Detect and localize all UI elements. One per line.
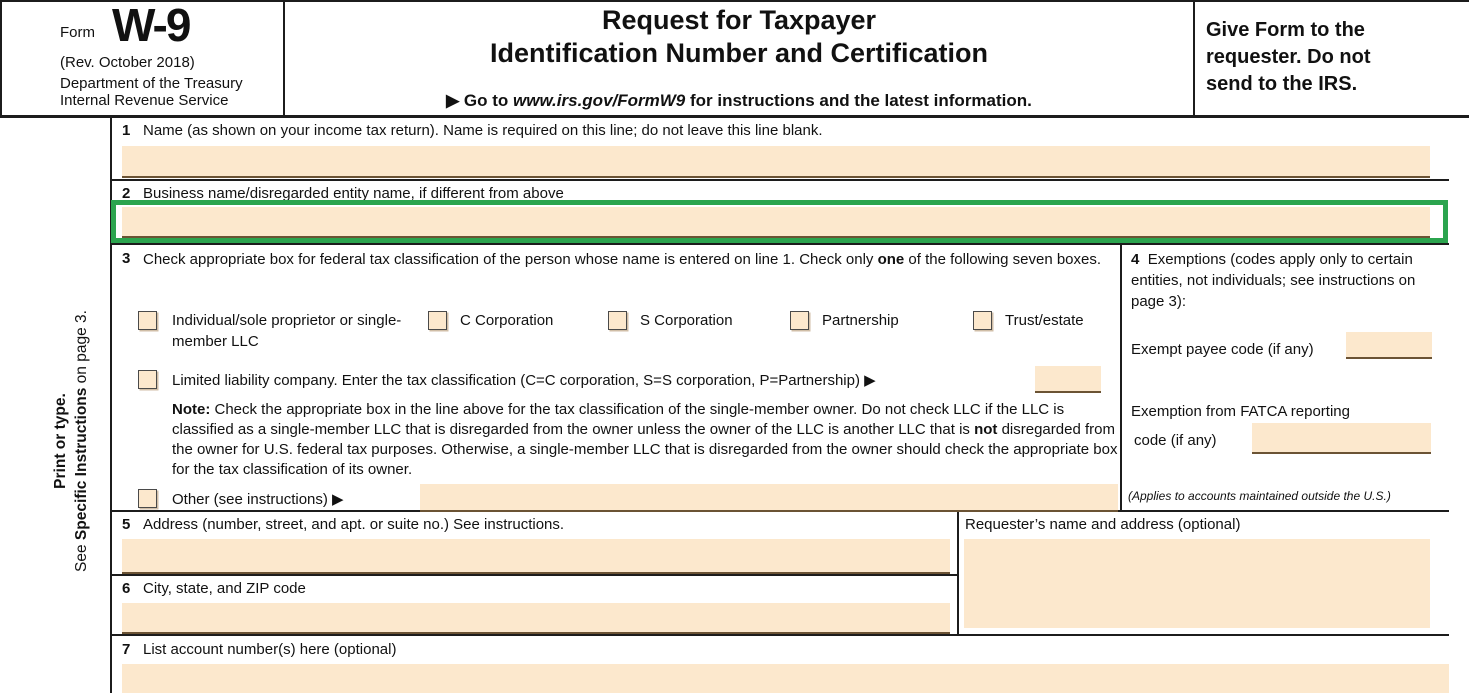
- line3-label: Check appropriate box for federal tax classification of the person whose name is entered on line 1. Check only one of the following seven boxes.: [143, 251, 1102, 268]
- line6-number: 6: [122, 580, 131, 597]
- line5-label: Address (number, street, and apt. or suite no.) See instructions.: [143, 516, 565, 533]
- line7-number: 7: [122, 641, 131, 658]
- exempt-payee-label: Exempt payee code (if any): [1131, 341, 1314, 358]
- line4-label: 4 Exemptions (codes apply only to certain entities, not individuals; see instructions on page 3):: [1131, 251, 1416, 310]
- checkbox-individual-label: Individual/sole proprietor or single-member LLC: [172, 312, 402, 350]
- applies-note: (Applies to accounts maintained outside the U.S.): [1128, 489, 1391, 503]
- checkbox-s-corporation-label: S Corporation: [640, 312, 733, 329]
- line6-label: City, state, and ZIP code: [143, 580, 306, 597]
- exempt-payee-input[interactable]: [1346, 332, 1432, 359]
- goto-suffix: for instructions and the latest information.: [685, 91, 1032, 110]
- form-revision: (Rev. October 2018): [60, 54, 195, 71]
- checkbox-partnership[interactable]: [790, 311, 809, 330]
- row1-divider: [110, 179, 1449, 181]
- checkbox-llc[interactable]: [138, 370, 157, 389]
- page-top-border: [0, 0, 1469, 2]
- line5-number: 5: [122, 516, 131, 533]
- service-label: Internal Revenue Service: [60, 92, 229, 109]
- header-left-border: [0, 0, 2, 118]
- requester-label: Requester’s name and address (optional): [965, 516, 1241, 533]
- goto-url: www.irs.gov/FormW9: [513, 91, 686, 110]
- fatca-code-input[interactable]: [1252, 423, 1431, 454]
- form-title-line1: Request for Taxpayer: [601, 5, 877, 35]
- row2-divider: [110, 243, 1449, 245]
- line2-label: Business name/disregarded entity name, if different from above: [143, 185, 564, 202]
- form-title-line2: Identification Number and Certification: [489, 38, 989, 68]
- form-word: Form: [60, 24, 95, 41]
- give-form-notice: Give Form to the requester. Do not send to the IRS.: [1206, 19, 1371, 95]
- account-numbers-input[interactable]: [122, 664, 1449, 693]
- checkbox-trust-estate-label: Trust/estate: [1005, 312, 1084, 329]
- sidebar-line1: Print or type.: [52, 393, 69, 489]
- header-divider-2: [1193, 0, 1195, 118]
- department-label: Department of the Treasury: [60, 75, 243, 92]
- form-number: W-9: [112, 0, 190, 51]
- checkbox-c-corporation[interactable]: [428, 311, 447, 330]
- line2-number: 2: [122, 185, 131, 202]
- checkbox-trust-estate[interactable]: [973, 311, 992, 330]
- line7-label: List account number(s) here (optional): [143, 641, 397, 658]
- checkbox-s-corporation[interactable]: [608, 311, 627, 330]
- goto-instruction: [285, 91, 1193, 111]
- checkbox-individual[interactable]: [138, 311, 157, 330]
- line1-number: 1: [122, 122, 131, 139]
- section3-4-divider: [1120, 245, 1122, 512]
- row6-divider: [110, 634, 1449, 636]
- address-input[interactable]: [122, 539, 950, 574]
- line1-label: Name (as shown on your income tax return). Name is required on this line; do not leave this line blank.: [143, 122, 823, 139]
- row5-divider: [110, 574, 959, 576]
- header-bottom-border: [0, 115, 1469, 118]
- llc-note: Note: Check the appropriate box in the line above for the tax classification of the single-member owner. Do not check LLC if the LLC is classified as a single-member LLC that is disregarded from the owner unless the owner of the LLC is another LLC that is not disregarded from the owner for U.S. federal tax purposes. Otherwise, a single-member LLC that is disregarded from the owner should check the appropriate box for the tax classification of its owner.: [172, 401, 1118, 478]
- fatca-label-line2: code (if any): [1134, 432, 1217, 449]
- requester-name-address-input[interactable]: [964, 539, 1430, 628]
- llc-label: Limited liability company. Enter the tax classification (C=C corporation, S=S corporation, P=Partnership) ▶: [172, 372, 876, 389]
- checkbox-other[interactable]: [138, 489, 157, 508]
- llc-classification-input[interactable]: [1035, 366, 1101, 393]
- line3-number: 3: [122, 250, 131, 267]
- fatca-label-line1: Exemption from FATCA reporting: [1131, 403, 1350, 420]
- other-input[interactable]: [420, 484, 1118, 512]
- highlight-box: [111, 200, 1448, 243]
- name-input[interactable]: [122, 146, 1430, 178]
- form-title: [285, 4, 1193, 70]
- checkbox-partnership-label: Partnership: [822, 312, 899, 329]
- city-state-zip-input[interactable]: [122, 603, 950, 634]
- other-label: Other (see instructions) ▶: [172, 491, 344, 508]
- sidebar-line2: See Specific Instructions on page 3.: [72, 310, 90, 572]
- print-or-type-sidebar: [51, 229, 109, 653]
- goto-prefix: ▶ Go to: [446, 91, 514, 110]
- checkbox-c-corporation-label: C Corporation: [460, 312, 554, 329]
